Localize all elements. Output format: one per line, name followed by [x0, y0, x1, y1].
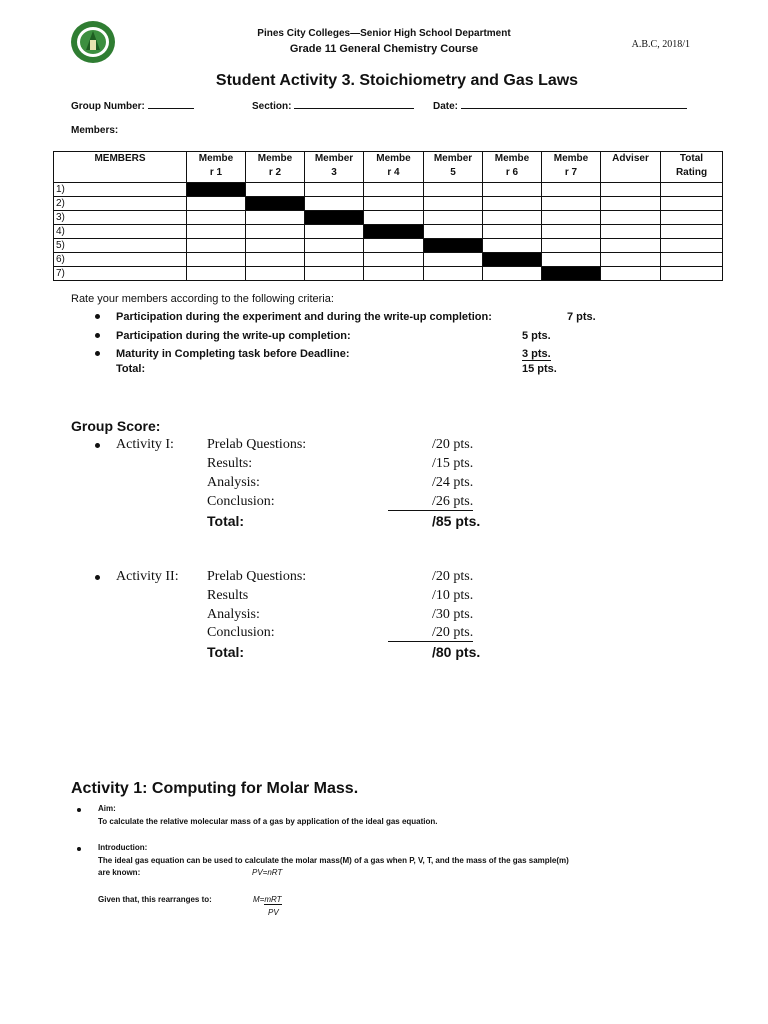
bullet-icon — [95, 351, 100, 356]
activity-2-conclusion-pts: /20 pts. — [432, 625, 474, 640]
molar-mass-equation-denominator: PV — [268, 908, 279, 917]
rating-cell[interactable] — [661, 239, 723, 253]
bullet-icon — [77, 847, 81, 851]
column-header-text: Membe — [257, 153, 293, 164]
group-number-blank[interactable] — [148, 99, 194, 109]
activity-1-total-label: Total: — [207, 513, 245, 529]
rating-cell[interactable] — [601, 197, 661, 211]
activity-2-prelab-label: Prelab Questions: — [207, 569, 307, 584]
self-rating-blocked-cell — [542, 267, 601, 281]
rating-cell[interactable] — [305, 267, 364, 281]
rating-cell[interactable] — [187, 197, 246, 211]
group-number-label: Group Number: — [71, 101, 145, 112]
rating-cell[interactable] — [601, 253, 661, 267]
member-row-number: 5) — [54, 239, 187, 253]
rating-cell[interactable] — [424, 197, 483, 211]
activity-1-analysis-label: Analysis: — [207, 475, 260, 490]
rating-cell[interactable] — [601, 211, 661, 225]
rating-cell[interactable] — [661, 267, 723, 281]
table-row — [54, 211, 723, 225]
criterion-3-points: 3 pts. — [522, 348, 551, 360]
rating-cell[interactable] — [246, 211, 305, 225]
column-header-text: r 4 — [387, 167, 400, 178]
rating-cell[interactable] — [187, 211, 246, 225]
column-header — [424, 152, 483, 183]
rating-cell[interactable] — [542, 253, 601, 267]
criterion-2-text: Participation during the write-up completion: — [116, 330, 351, 342]
column-header-text: r 1 — [209, 167, 223, 178]
column-header-text: Membe — [553, 153, 589, 164]
page-title: Student Activity 3. Stoichiometry and Gas Laws — [215, 72, 579, 89]
date-field[interactable] — [433, 99, 687, 112]
aim-text: To calculate the relative molecular mass of a gas by application of the ideal gas equation. — [98, 817, 438, 826]
date-label: Date: — [433, 101, 459, 112]
criteria-total-label: Total: — [116, 363, 146, 375]
college-name: Pines City Colleges—Senior High School Department — [257, 28, 511, 39]
self-rating-blocked-cell — [424, 239, 483, 253]
rating-cell[interactable] — [661, 225, 723, 239]
rating-cell[interactable] — [364, 253, 424, 267]
rating-cell[interactable] — [364, 239, 424, 253]
activity-1-conclusion-pts: /26 pts. — [432, 494, 474, 509]
activity-1-prelab-label: Prelab Questions: — [207, 437, 307, 452]
rating-cell[interactable] — [542, 225, 601, 239]
table-row — [54, 197, 723, 211]
self-rating-blocked-cell — [305, 211, 364, 225]
rating-cell[interactable] — [661, 183, 723, 197]
rating-cell[interactable] — [542, 197, 601, 211]
rating-cell[interactable] — [424, 225, 483, 239]
criterion-1-text: Participation during the experiment and during the write-up completion: — [116, 311, 492, 323]
member-row-number: 2) — [54, 197, 187, 211]
member-row-number: 3) — [54, 211, 187, 225]
molar-mass-equation-lhs: M= — [253, 895, 265, 904]
column-header-text: r 6 — [505, 167, 519, 178]
rating-cell[interactable] — [601, 239, 661, 253]
rating-cell[interactable] — [661, 211, 723, 225]
rating-cell[interactable] — [661, 197, 723, 211]
criteria-total-points: 15 pts. — [522, 363, 557, 375]
rating-cell[interactable] — [364, 197, 424, 211]
aim-label: Aim: — [98, 804, 116, 813]
rating-cell[interactable] — [246, 183, 305, 197]
criterion-1-points: 7 pts. — [567, 311, 596, 323]
introduction-label: Introduction: — [98, 843, 148, 852]
rating-cell[interactable] — [364, 183, 424, 197]
activity-1-results-pts: /15 pts. — [432, 456, 474, 471]
rating-cell[interactable] — [364, 267, 424, 281]
section-field[interactable] — [252, 99, 414, 112]
table-header-row — [54, 152, 723, 183]
college-seal-logo — [70, 20, 116, 64]
member-row-number: 7) — [54, 267, 187, 281]
section-label: Section: — [252, 101, 292, 112]
group-score-heading: Group Score: — [71, 418, 161, 434]
column-header-text: Membe — [376, 153, 411, 164]
column-header — [305, 152, 364, 183]
column-header-text: 3 — [331, 167, 337, 178]
table-row — [54, 267, 723, 281]
criterion-2-points: 5 pts. — [522, 330, 551, 342]
activity-2-total-label: Total: — [207, 644, 245, 660]
self-rating-blocked-cell — [246, 197, 305, 211]
column-header-text: Member — [314, 153, 354, 164]
member-row-number: 1) — [54, 183, 187, 197]
activity-2-conclusion-label: Conclusion: — [207, 625, 275, 640]
column-header — [601, 152, 661, 183]
rating-cell[interactable] — [601, 267, 661, 281]
rating-cell[interactable] — [187, 225, 246, 239]
self-rating-blocked-cell — [483, 253, 542, 267]
column-header-text: Member — [433, 153, 473, 164]
activity-2-name: Activity II: — [116, 569, 179, 584]
course-name: Grade 11 General Chemistry Course — [289, 43, 479, 55]
member-row-number: 4) — [54, 225, 187, 239]
score-blank-line — [388, 510, 432, 511]
column-header — [483, 152, 542, 183]
rating-cell[interactable] — [424, 211, 483, 225]
column-header-text: Rating — [675, 167, 708, 178]
rating-cell[interactable] — [483, 183, 542, 197]
rating-cell[interactable] — [424, 253, 483, 267]
rating-cell[interactable] — [305, 239, 364, 253]
member-rating-table — [53, 151, 723, 281]
criteria-intro: Rate your members according to the following criteria: — [71, 293, 334, 305]
introduction-text-line-1: The ideal gas equation can be used to calculate the molar mass(M) of a gas when P, V, T, and the mass of the gas sample(m) — [98, 856, 569, 865]
column-header — [54, 152, 187, 183]
rating-cell[interactable] — [246, 253, 305, 267]
activity-2-prelab-pts: /20 pts. — [432, 569, 474, 584]
column-header — [187, 152, 246, 183]
rating-cell[interactable] — [187, 267, 246, 281]
activity-1-heading: Activity 1: Computing for Molar Mass. — [71, 780, 359, 797]
rating-cell[interactable] — [187, 253, 246, 267]
rating-cell[interactable] — [246, 267, 305, 281]
activity-1-prelab-pts: /20 pts. — [432, 437, 474, 452]
rating-cell[interactable] — [661, 253, 723, 267]
column-header-text: Total — [679, 153, 704, 164]
column-header-text: MEMBERS — [94, 153, 146, 164]
rating-cell[interactable] — [187, 239, 246, 253]
bullet-icon — [95, 443, 100, 448]
rating-cell[interactable] — [483, 211, 542, 225]
activity-2-results-pts: /10 pts. — [432, 588, 474, 603]
rating-cell[interactable] — [483, 239, 542, 253]
member-row-number: 6) — [54, 253, 187, 267]
column-header-text: r 7 — [564, 167, 578, 178]
score-blank-line — [388, 641, 432, 642]
activity-2-total-pts: /80 pts. — [432, 644, 481, 660]
rating-cell[interactable] — [424, 183, 483, 197]
members-label: Members: — [71, 125, 119, 136]
rating-cell[interactable] — [364, 211, 424, 225]
activity-2-results-label: Results — [207, 588, 249, 603]
column-header — [542, 152, 601, 183]
rating-cell[interactable] — [601, 225, 661, 239]
self-rating-blocked-cell — [364, 225, 424, 239]
table-row — [54, 239, 723, 253]
bullet-icon — [95, 314, 100, 319]
criterion-3-text: Maturity in Completing task before Deadline: — [116, 348, 350, 360]
rating-cell[interactable] — [305, 253, 364, 267]
rating-cell[interactable] — [483, 197, 542, 211]
group-number-field[interactable] — [71, 99, 194, 112]
activity-2-analysis-pts: /30 pts. — [432, 607, 474, 622]
rating-cell[interactable] — [601, 183, 661, 197]
column-header-text: Membe — [494, 153, 530, 164]
rating-cell[interactable] — [542, 211, 601, 225]
ideal-gas-equation: PV=nRT — [252, 868, 283, 877]
self-rating-blocked-cell — [187, 183, 246, 197]
column-header-text: Membe — [198, 153, 234, 164]
rating-cell[interactable] — [305, 197, 364, 211]
bullet-icon — [77, 808, 81, 812]
activity-1-results-label: Results: — [207, 456, 253, 471]
column-header — [661, 152, 723, 183]
column-header — [246, 152, 305, 183]
section-blank[interactable] — [294, 99, 414, 109]
bullet-icon — [95, 575, 100, 580]
rating-cell[interactable] — [483, 267, 542, 281]
table-row — [54, 253, 723, 267]
column-header-text: 5 — [450, 167, 456, 178]
column-header-text: r 2 — [268, 167, 282, 178]
activity-1-analysis-pts: /24 pts. — [432, 475, 474, 490]
introduction-text-line-2: are known: — [98, 868, 141, 877]
rating-cell[interactable] — [246, 239, 305, 253]
rating-cell[interactable] — [305, 183, 364, 197]
rating-cell[interactable] — [246, 225, 305, 239]
bullet-icon — [95, 333, 100, 338]
rating-cell[interactable] — [424, 267, 483, 281]
table-row — [54, 183, 723, 197]
table-row — [54, 225, 723, 239]
given-text: Given that, this rearranges to: — [98, 895, 212, 904]
document-code: A.B.C, 2018/1 — [631, 39, 690, 50]
molar-mass-equation-numerator: mRT — [264, 895, 282, 904]
column-header-text: Adviser — [612, 153, 649, 164]
activity-1-name: Activity I: — [116, 437, 174, 452]
rating-cell[interactable] — [542, 183, 601, 197]
rating-cell[interactable] — [305, 225, 364, 239]
rating-cell[interactable] — [483, 225, 542, 239]
activity-2-analysis-label: Analysis: — [207, 607, 260, 622]
activity-1-conclusion-label: Conclusion: — [207, 494, 275, 509]
activity-1-total-pts: /85 pts. — [432, 513, 481, 529]
date-blank[interactable] — [461, 99, 687, 109]
column-header — [364, 152, 424, 183]
rating-cell[interactable] — [542, 239, 601, 253]
